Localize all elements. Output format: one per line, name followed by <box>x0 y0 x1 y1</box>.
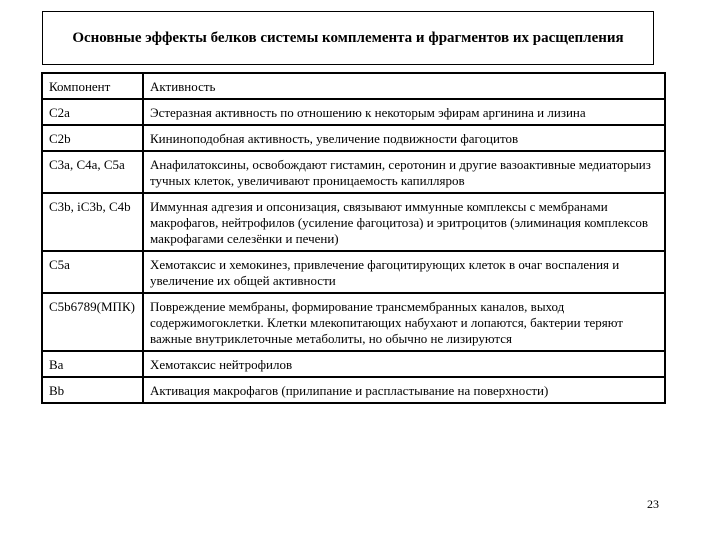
activity-cell: Повреждение мембраны, формирование трансмембранных каналов, выход содержимогоклетки. Клетки млекопитающих набухают и лопаются, бактерии теряют важные внутриклеточные метаболиты, но обычно не лизируются <box>143 293 665 351</box>
table-row <box>42 293 665 351</box>
table-row <box>42 351 665 377</box>
page-number: 23 <box>647 497 659 511</box>
component-cell: C5a <box>42 251 143 293</box>
activity-cell: Кининоподобная активность, увеличение подвижности фагоцитов <box>143 125 665 151</box>
component-cell: C5b6789(МПК) <box>42 293 143 351</box>
component-cell: C3b, iC3b, C4b <box>42 193 143 251</box>
activity-cell: Иммунная адгезия и опсонизация, связывают иммунные комплексы с мембранами макрофагов, нейтрофилов (усиление фагоцитоза) и эритроцитов (элиминация комплексов макрофагами селезёнки и печени) <box>143 193 665 251</box>
activity-cell: Активация макрофагов (прилипание и распластывание на поверхности) <box>143 377 665 403</box>
table-row <box>42 251 665 293</box>
title-box <box>42 11 654 65</box>
component-cell: C3a, C4a, C5a <box>42 151 143 193</box>
component-cell: Bb <box>42 377 143 403</box>
table-row <box>42 377 665 403</box>
slide-title: Основные эффекты белков системы комплемента и фрагментов их расщепления <box>72 30 624 46</box>
complement-effects-table <box>41 72 666 404</box>
table-row <box>42 193 665 251</box>
activity-cell: Анафилатоксины, освобождают гистамин, серотонин и другие вазоактивные медиаторыиз тучных клеток, увеличивают проницаемость капилляров <box>143 151 665 193</box>
activity-cell: Эстеразная активность по отношению к некоторым эфирам аргинина и лизина <box>143 99 665 125</box>
component-cell: Ba <box>42 351 143 377</box>
activity-cell: Хемотаксис нейтрофилов <box>143 351 665 377</box>
table-row <box>42 125 665 151</box>
header-component: Компонент <box>42 73 143 99</box>
activity-cell: Хемотаксис и хемокинез, привлечение фагоцитирующих клеток в очаг воспаления и увеличение их общей активности <box>143 251 665 293</box>
table-row <box>42 151 665 193</box>
table-header-row <box>42 73 665 99</box>
component-cell: C2b <box>42 125 143 151</box>
component-cell: C2a <box>42 99 143 125</box>
header-activity: Активность <box>143 73 665 99</box>
table-row <box>42 99 665 125</box>
